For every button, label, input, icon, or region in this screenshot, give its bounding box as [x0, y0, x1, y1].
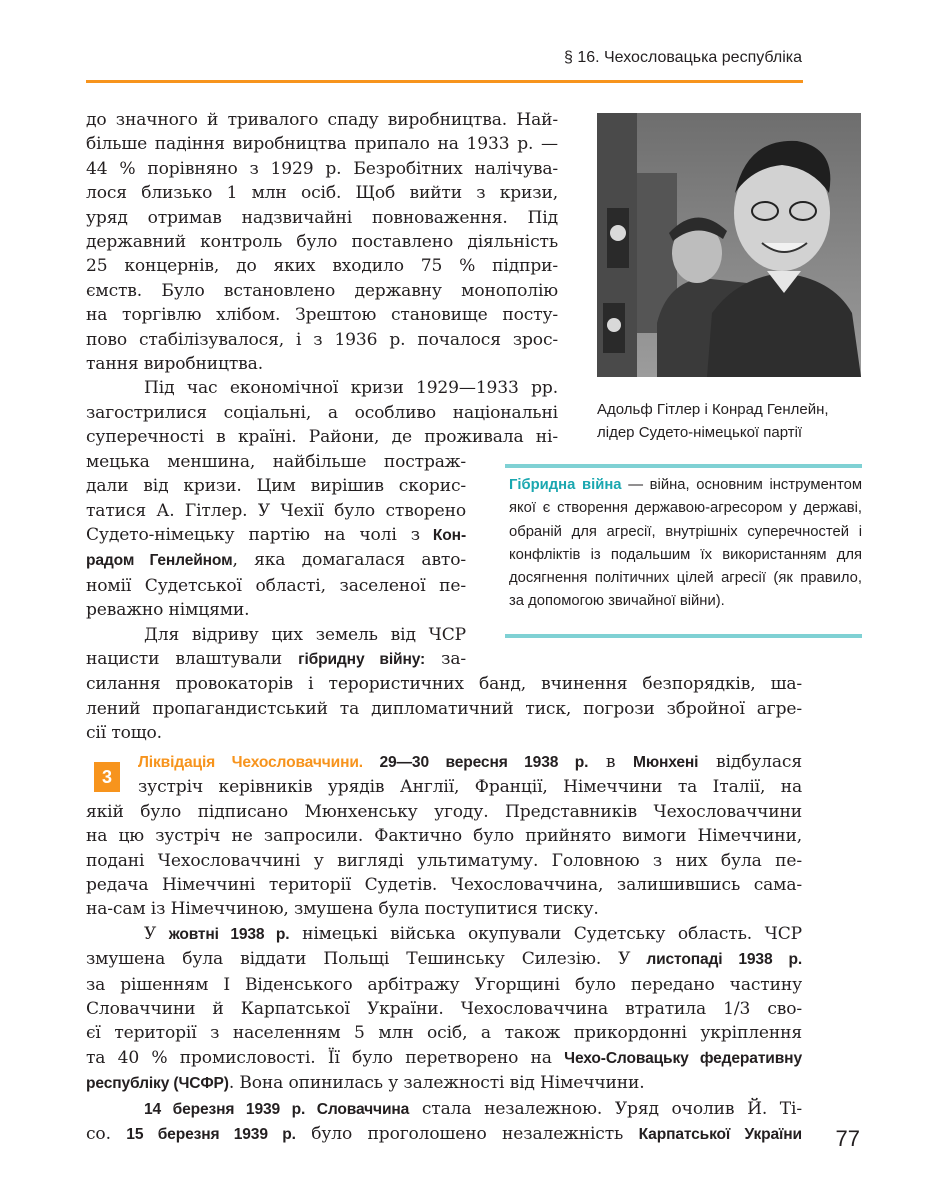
bold-fragment: 15 березня 1939 р. — [126, 1126, 296, 1144]
text-line — [86, 523, 466, 548]
text-fragment: Судето-німецьку партію на чолі з — [86, 524, 420, 545]
text-line: на-сам із Німеччиною, змушена була поступитися тиску. — [86, 899, 599, 920]
text-line: уряд отримав надзвичайні повноваження. Під — [86, 207, 558, 228]
text-line — [86, 1046, 802, 1071]
text-fragment: за- — [425, 648, 467, 669]
bold-fragment: гібридну війну: — [298, 650, 426, 668]
text-line: за рішенням І Віденського арбітражу Угорщині було передано частину — [86, 974, 802, 995]
text-line: сії тощо. — [86, 723, 162, 744]
text-line: лося близько 1 млн осіб. Щоб вийти з кризи, — [86, 183, 558, 204]
text-fragment: , яка домагалася авто- — [232, 550, 466, 571]
text-fragment: змушена була віддати Польщі Тешинську Силезію. У — [86, 949, 631, 970]
text-line: державний контроль було поставлено діяльність — [86, 232, 558, 253]
bold-fragment: радом Генлейном — [86, 552, 233, 570]
text-line — [86, 922, 802, 947]
text-line — [86, 1097, 802, 1122]
text-fragment: відбулася — [698, 752, 802, 772]
text-line: на цю зустріч не запросили. Фактично було прийнято вимоги Німеччини, — [86, 826, 802, 847]
text-line — [86, 750, 802, 775]
text-line: єї території з населенням 5 млн осіб, а також прикордонні укріплення — [86, 1023, 802, 1044]
bold-fragment: 29—30 вересня 1938 р. — [362, 754, 589, 771]
section-title: Ліквідація Чехословаччини. — [138, 754, 363, 771]
bold-fragment: Чехо-Словацьку федеративну — [564, 1049, 802, 1067]
definition-text: — війна, основним інструментом якої є створення державою-агресором у державі, обраній для агресії, внутрішніх суперечностей і конфліктів із подальшим їх використанням для досягнення політичних цілей агресії (як правило, за допомогою звичайної війни). — [509, 477, 862, 610]
bold-fragment: 14 березня 1939 р. Словаччина — [144, 1100, 410, 1118]
text-line: пово стабілізувалося, і з 1936 р. почалося зрос- — [86, 329, 558, 350]
text-line: подані Чехословаччині у вигляді ультиматуму. Головною з них була пе- — [86, 850, 802, 871]
text-line: 44 % порівняно з 1929 р. Безробітних налічува- — [86, 158, 558, 179]
bold-fragment: Карпатської України — [638, 1126, 802, 1144]
bold-fragment: республіку (ЧСФР) — [86, 1075, 229, 1093]
text-line — [86, 947, 802, 972]
bold-fragment: жовтні 1938 р. — [168, 925, 290, 943]
text-line: дали від кризи. Цим вирішив скорис- — [86, 476, 466, 497]
page-number: 77 — [835, 1126, 860, 1151]
section-number-badge: 3 — [94, 762, 120, 792]
text-line: тання виробництва. — [86, 354, 263, 375]
text-fragment: У — [144, 923, 169, 944]
text-fragment: со. — [86, 1124, 127, 1145]
text-fragment: в — [588, 752, 633, 772]
text-line: Словаччини й Карпатської України. Чехословаччина втратила 1/3 сво- — [86, 999, 802, 1020]
text-line: редача Німеччині території Судетів. Чехословаччина, залишившись сама- — [86, 875, 802, 896]
text-line: загострилися соціальні, а особливо національні — [86, 402, 558, 423]
text-line: номії Судетської області, заселеної пе- — [86, 575, 466, 596]
text-line: мецька меншина, найбільше постраж- — [86, 451, 466, 472]
text-line: якій було підписано Мюнхенську угоду. Представників Чехословаччини — [86, 801, 802, 822]
text-line: більше падіння виробництва припало на 1933 р. — — [86, 134, 558, 155]
text-line — [86, 548, 466, 573]
text-line: реважно німцями. — [86, 600, 250, 621]
text-line: Для відриву цих земель від ЧСР — [144, 624, 466, 645]
text-line: 25 концернів, до яких входило 75 % підпри- — [86, 256, 558, 277]
bold-fragment: листопаді 1938 р. — [630, 951, 802, 969]
text-fragment: німецькі війська окупували Судетську область. ЧСР — [289, 923, 802, 944]
text-line: на торгівлю хлібом. Зрештою становище посту- — [86, 305, 558, 326]
bold-fragment: Кон- — [419, 526, 466, 544]
text-line: Під час економічної кризи 1929—1933 рр. — [144, 378, 558, 399]
body-text-section3 — [86, 750, 802, 1148]
header-rule — [86, 80, 803, 83]
caption-line: Адольф Гітлер і Конрад Генлейн, — [597, 401, 829, 418]
text-fragment: та 40 % промисловості. Її було перетворено на — [86, 1047, 565, 1068]
bold-fragment: Мюнхені — [632, 754, 699, 771]
caption-line: лідер Судето-німецької партії — [597, 424, 803, 441]
text-line: до значного й тривалого спаду виробництва. Най- — [86, 110, 558, 130]
text-line: силання провокаторів і терористичних банд, вчинення безпорядків, ша- — [86, 674, 802, 695]
text-line: суперечності в країні. Райони, де проживала ні- — [86, 427, 558, 448]
text-line: татися А. Гітлер. У Чехії було створено — [86, 500, 466, 521]
text-line — [86, 1122, 802, 1147]
text-line — [86, 1071, 802, 1096]
text-fragment: нацисти влаштували — [86, 648, 299, 669]
text-fragment: було проголошено незалежність — [295, 1124, 639, 1145]
text-line: ємств. Було встановлено державну монополію — [86, 280, 558, 301]
body-text-upper — [86, 108, 802, 746]
definition-term: Гібридна війна — [509, 477, 622, 493]
text-line — [86, 647, 466, 672]
text-line: лений пропагандистський та дипломатичний тиск, погрози збройної агре- — [86, 698, 802, 719]
text-line: зустріч керівників урядів Англії, Франції, Німеччини та Італії, на — [138, 777, 802, 798]
running-header: § 16. Чехословацька республіка — [563, 49, 802, 66]
text-fragment: . Вона опинилась у залежності від Німеччини. — [228, 1073, 645, 1094]
text-fragment: стала незалежною. Уряд очолив Й. Ті- — [409, 1098, 802, 1119]
